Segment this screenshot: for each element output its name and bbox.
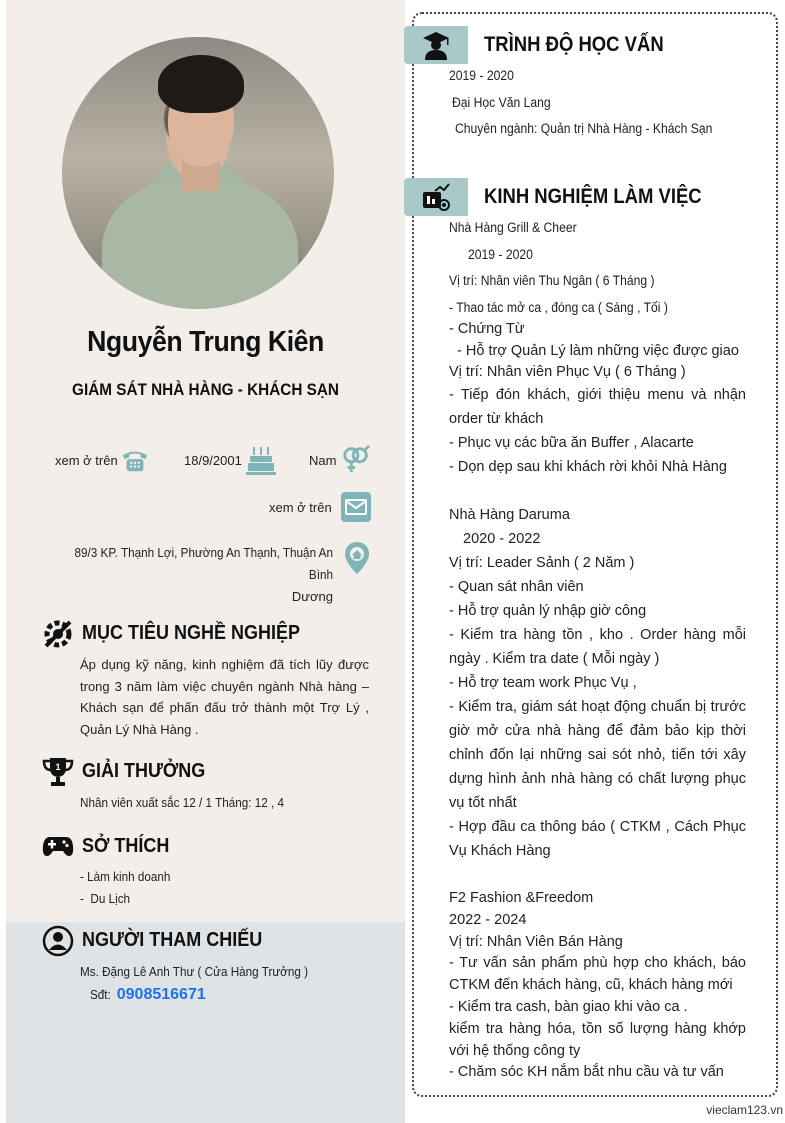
gamepad-icon (42, 832, 74, 864)
candidate-name: Nguyễn Trung Kiên (87, 326, 324, 358)
user-icon (42, 925, 74, 957)
experience-title: KINH NGHIỆM LÀM VIỆC (484, 185, 702, 208)
briefcase-chart-icon (421, 182, 451, 212)
job3-duty: - Tư vấn sản phẩm phù hợp cho khách, báo CTKM đến khách hàng, cũ, khách hàng mới (449, 955, 746, 993)
job2-duty: - Hỗ trợ quản lý nhập giờ công (449, 603, 647, 619)
job1-duty: - Thao tác mở ca , đóng ca ( Sáng , Tối ) (449, 300, 668, 315)
job1-years: 2019 - 2020 (468, 247, 533, 262)
svg-text:1: 1 (55, 762, 61, 772)
list-item: - Du Lịch (80, 891, 131, 906)
graduate-icon (421, 30, 451, 60)
reference-phone: Sđt: 0908516671 (90, 986, 206, 1003)
education-years: 2019 - 2020 (449, 68, 514, 83)
education-school: Đại Học Văn Lang (452, 95, 551, 110)
awards-title: GIẢI THƯỞNG (82, 760, 206, 782)
list-item: - Làm kinh doanh (80, 869, 171, 884)
job-title: GIÁM SÁT NHÀ HÀNG - KHÁCH SẠN (72, 380, 339, 399)
avatar (62, 37, 334, 309)
objective-text: Áp dụng kỹ năng, kinh nghiệm đã tích lũy được trong 3 năm làm việc chuyên ngành Nhà hàng – Khách sạn để phấn đấu trở thành một Trợ Lý , Quản Lý Nhà Hàng . (80, 657, 369, 737)
job2-role: Vị trí: Leader Sảnh ( 2 Năm ) (449, 555, 635, 571)
job1-role1: Vị trí: Nhân viên Thu Ngân ( 6 Tháng ) (449, 273, 655, 288)
job3-duty: - Chăm sóc KH nắm bắt nhu cầu và tư vấn (449, 1064, 724, 1080)
job1-duty: - Hỗ trợ Quản Lý làm những việc được giao (449, 343, 739, 359)
job2-duty: - Hợp đầu ca thông báo ( CTKM , Cách Phục Vụ Khách Hàng (449, 819, 746, 859)
trophy-icon (42, 756, 74, 788)
job1-duty: - Phục vụ các bữa ăn Buffer , Alacarte (449, 435, 694, 451)
job2-duty: - Kiểm tra hàng tồn , kho . Order hàng mỗi ngày . Kiểm tra date ( Mỗi ngày ) (449, 627, 746, 667)
footer-watermark: vieclam123.vn (706, 1103, 783, 1117)
job1-company: Nhà Hàng Grill & Cheer (449, 220, 577, 235)
job3-company: F2 Fashion &Freedom (449, 890, 594, 906)
address-text: 89/3 KP. Thạnh Lợi, Phường An Thạnh, Thuận An Bình Dương (74, 545, 333, 604)
education-banner (404, 26, 468, 64)
cake-icon (246, 445, 276, 475)
job1-role2: Vị trí: Nhân viên Phục Vụ ( 6 Tháng ) (449, 364, 686, 380)
job2-company: Nhà Hàng Daruma (449, 507, 570, 523)
job3-role: Vị trí: Nhân Viên Bán Hàng (449, 934, 623, 950)
gender-icon (341, 444, 371, 474)
tools-icon (42, 618, 74, 650)
reference-phone-link[interactable]: 0908516671 (116, 986, 206, 1003)
awards-text: Nhân viên xuất sắc 12 / 1 Tháng: 12 , 4 (80, 795, 285, 810)
job1-duty: - Tiếp đón khách, giới thiệu menu và nhận order từ khách (449, 387, 746, 427)
job2-duty: - Quan sát nhân viên (449, 579, 584, 595)
job2-duty: - Hỗ trợ team work Phục Vụ , (449, 675, 637, 691)
location-icon (342, 543, 372, 573)
job2-years: 2020 - 2022 (463, 531, 541, 547)
objective-title: MỤC TIÊU NGHỀ NGHIỆP (82, 622, 301, 644)
job2-duty: - Kiểm tra, giám sát hoạt động chuẩn bị trước giờ mở cửa nhà hàng để đảm bảo kịp thời chỉnh đốn lại những sai sót nhỏ, tiến tới xây dựng hình ảnh nhà hàng có chất lượng phục vụ tốt nhất (449, 699, 746, 811)
education-title: TRÌNH ĐỘ HỌC VẤN (484, 33, 664, 56)
job3-years: 2022 - 2024 (449, 912, 527, 928)
email-text: xem ở trên (269, 500, 332, 515)
birthday-text: 18/9/2001 (184, 453, 242, 468)
reference-name: Ms. Đặng Lê Anh Thư ( Cửa Hàng Trưởng ) (80, 964, 309, 979)
email-icon (341, 492, 371, 522)
education-major: Chuyên ngành: Quản trị Nhà Hàng - Khách Sạn (455, 121, 713, 136)
gender-text: Nam (309, 453, 337, 468)
hobbies-list (80, 866, 170, 910)
job3-duty: kiểm tra hàng hóa, tồn số lượng hàng khớp với hệ thống công ty (449, 1021, 746, 1059)
phone-text: xem ở trên (55, 453, 118, 468)
reference-title: NGƯỜI THAM CHIẾU (82, 929, 263, 951)
job3-duty: - Kiểm tra cash, bàn giao khi vào ca . (449, 999, 688, 1015)
experience-banner (404, 178, 468, 216)
phone-icon (120, 445, 150, 475)
hobbies-title: SỞ THÍCH (82, 835, 170, 857)
job1-duty: - Dọn dẹp sau khi khách rời khỏi Nhà Hàng (449, 459, 727, 475)
job1-duty: - Chứng Từ (449, 321, 525, 337)
